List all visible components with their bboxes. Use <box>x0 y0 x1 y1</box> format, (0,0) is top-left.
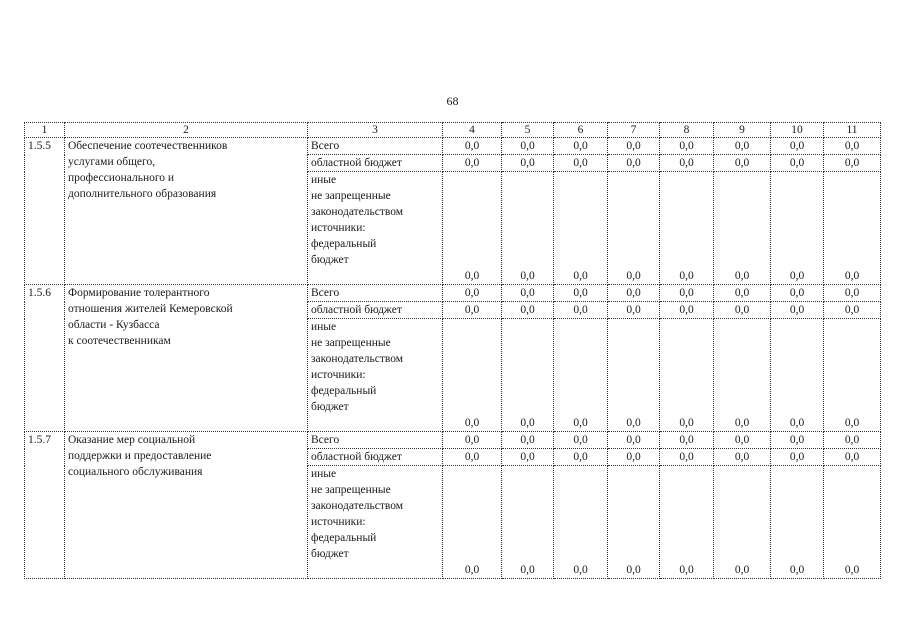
funding-source: Всего <box>308 432 443 449</box>
table-row <box>25 432 881 449</box>
amount-cell: 0,0 <box>502 138 554 155</box>
funding-source: иные не запрещенные законодательством источники: федеральный бюджет <box>308 466 443 579</box>
amount-cell: 0,0 <box>608 172 660 285</box>
amount-cell: 0,0 <box>608 432 660 449</box>
amount-cell: 0,0 <box>714 155 771 172</box>
item-name: Оказание мер социальной поддержки и предоставление социального обслуживания <box>65 432 308 579</box>
amount-cell: 0,0 <box>660 449 714 466</box>
funding-source: областной бюджет <box>308 155 443 172</box>
amount-cell: 0,0 <box>554 449 608 466</box>
funding-source: областной бюджет <box>308 302 443 319</box>
amount-cell: 0,0 <box>554 138 608 155</box>
amount-cell: 0,0 <box>771 319 824 432</box>
amount-cell: 0,0 <box>608 138 660 155</box>
amount-cell: 0,0 <box>714 172 771 285</box>
header-cell: 4 <box>443 123 502 138</box>
amount-cell: 0,0 <box>554 172 608 285</box>
amount-cell: 0,0 <box>771 138 824 155</box>
amount-cell: 0,0 <box>771 155 824 172</box>
amount-cell: 0,0 <box>714 319 771 432</box>
amount-cell: 0,0 <box>824 449 881 466</box>
header-cell: 6 <box>554 123 608 138</box>
amount-cell: 0,0 <box>660 466 714 579</box>
header-cell: 10 <box>771 123 824 138</box>
amount-cell: 0,0 <box>502 432 554 449</box>
amount-cell: 0,0 <box>660 138 714 155</box>
amount-cell: 0,0 <box>554 466 608 579</box>
amount-cell: 0,0 <box>714 449 771 466</box>
amount-cell: 0,0 <box>771 302 824 319</box>
header-cell: 9 <box>714 123 771 138</box>
amount-cell: 0,0 <box>608 319 660 432</box>
amount-cell: 0,0 <box>502 285 554 302</box>
table-row <box>25 285 881 302</box>
funding-source: Всего <box>308 138 443 155</box>
amount-cell: 0,0 <box>554 285 608 302</box>
amount-cell: 0,0 <box>824 155 881 172</box>
amount-cell: 0,0 <box>443 138 502 155</box>
amount-cell: 0,0 <box>443 285 502 302</box>
amount-cell: 0,0 <box>660 302 714 319</box>
table-row <box>25 138 881 155</box>
amount-cell: 0,0 <box>608 302 660 319</box>
amount-cell: 0,0 <box>443 155 502 172</box>
amount-cell: 0,0 <box>714 302 771 319</box>
amount-cell: 0,0 <box>660 432 714 449</box>
item-code: 1.5.7 <box>25 432 65 579</box>
amount-cell: 0,0 <box>824 466 881 579</box>
header-cell: 11 <box>824 123 881 138</box>
item-code: 1.5.5 <box>25 138 65 285</box>
item-name: Формирование толерантного отношения жителей Кемеровской области - Кузбасса к соотечественникам <box>65 285 308 432</box>
amount-cell: 0,0 <box>714 466 771 579</box>
amount-cell: 0,0 <box>608 285 660 302</box>
header-cell: 3 <box>308 123 443 138</box>
amount-cell: 0,0 <box>502 319 554 432</box>
funding-source: иные не запрещенные законодательством источники: федеральный бюджет <box>308 319 443 432</box>
item-name: Обеспечение соотечественников услугами общего, профессионального и дополнительного образования <box>65 138 308 285</box>
amount-cell: 0,0 <box>824 172 881 285</box>
amount-cell: 0,0 <box>660 172 714 285</box>
amount-cell: 0,0 <box>771 466 824 579</box>
amount-cell: 0,0 <box>502 466 554 579</box>
amount-cell: 0,0 <box>608 466 660 579</box>
funding-source: Всего <box>308 285 443 302</box>
header-cell: 1 <box>25 123 65 138</box>
amount-cell: 0,0 <box>660 319 714 432</box>
amount-cell: 0,0 <box>502 155 554 172</box>
amount-cell: 0,0 <box>554 432 608 449</box>
item-code: 1.5.6 <box>25 285 65 432</box>
column-number-row <box>25 123 881 138</box>
amount-cell: 0,0 <box>608 449 660 466</box>
amount-cell: 0,0 <box>502 172 554 285</box>
amount-cell: 0,0 <box>443 302 502 319</box>
amount-cell: 0,0 <box>660 155 714 172</box>
page-number: 68 <box>446 94 459 108</box>
amount-cell: 0,0 <box>714 432 771 449</box>
header-cell: 8 <box>660 123 714 138</box>
amount-cell: 0,0 <box>824 138 881 155</box>
amount-cell: 0,0 <box>554 155 608 172</box>
amount-cell: 0,0 <box>714 138 771 155</box>
amount-cell: 0,0 <box>443 466 502 579</box>
amount-cell: 0,0 <box>554 319 608 432</box>
amount-cell: 0,0 <box>608 155 660 172</box>
amount-cell: 0,0 <box>771 285 824 302</box>
header-cell: 7 <box>608 123 660 138</box>
amount-cell: 0,0 <box>443 319 502 432</box>
amount-cell: 0,0 <box>443 432 502 449</box>
amount-cell: 0,0 <box>554 302 608 319</box>
amount-cell: 0,0 <box>824 432 881 449</box>
amount-cell: 0,0 <box>443 172 502 285</box>
amount-cell: 0,0 <box>824 285 881 302</box>
amount-cell: 0,0 <box>443 449 502 466</box>
funding-source: иные не запрещенные законодательством источники: федеральный бюджет <box>308 172 443 285</box>
amount-cell: 0,0 <box>771 432 824 449</box>
amount-cell: 0,0 <box>824 319 881 432</box>
funding-source: областной бюджет <box>308 449 443 466</box>
amount-cell: 0,0 <box>824 302 881 319</box>
amount-cell: 0,0 <box>771 172 824 285</box>
amount-cell: 0,0 <box>714 285 771 302</box>
amount-cell: 0,0 <box>660 285 714 302</box>
budget-table <box>24 122 881 579</box>
amount-cell: 0,0 <box>502 449 554 466</box>
amount-cell: 0,0 <box>771 449 824 466</box>
header-cell: 5 <box>502 123 554 138</box>
amount-cell: 0,0 <box>502 302 554 319</box>
header-cell: 2 <box>65 123 308 138</box>
